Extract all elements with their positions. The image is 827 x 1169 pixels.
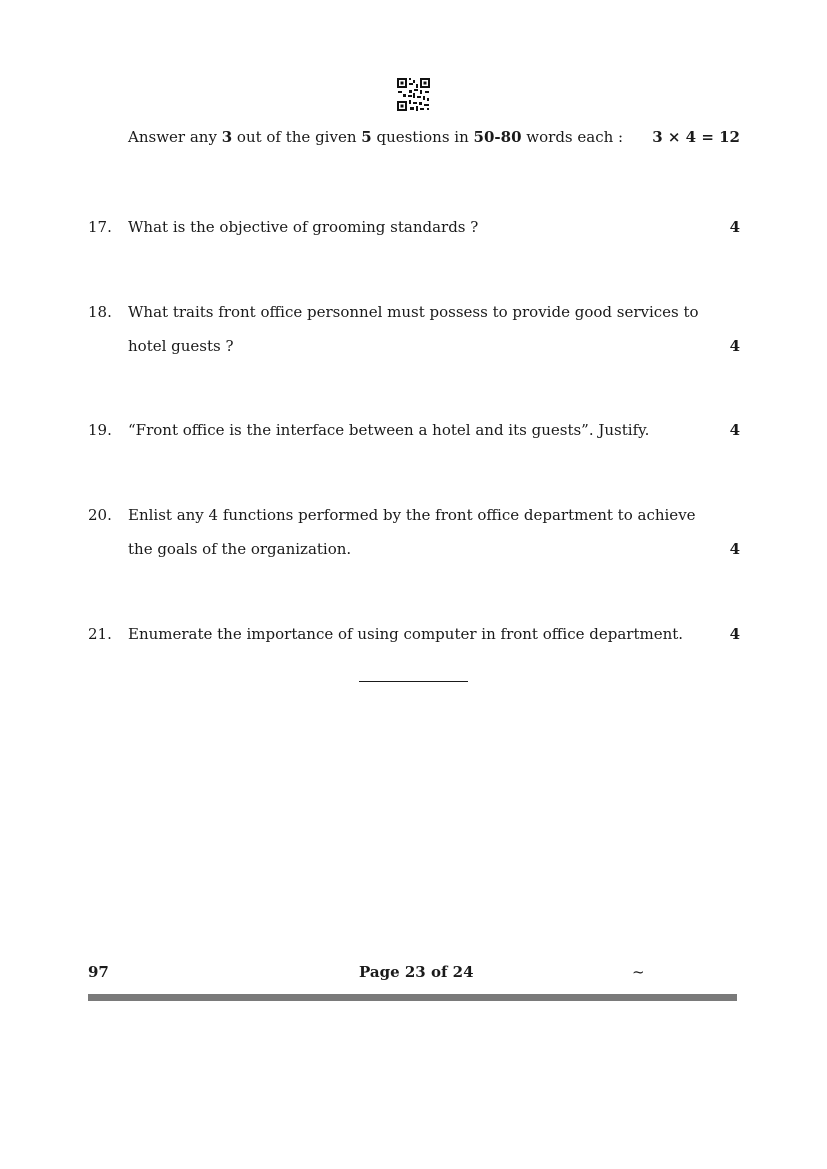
footer-mark: ~ xyxy=(632,963,645,981)
question-text: “Front office is the interface between a hotel and its guests”. Justify. xyxy=(128,421,650,439)
question-text: Enumerate the importance of using computer in front office department. xyxy=(128,625,684,643)
footer-divider xyxy=(88,994,737,1001)
question-marks: 4 xyxy=(729,540,740,558)
question-marks: 4 xyxy=(729,337,740,355)
question-marks: 4 xyxy=(729,218,740,236)
end-of-section-rule xyxy=(359,681,468,682)
question-text: Enlist any 4 functions performed by the front office department to achieve the goals of the organization. xyxy=(128,506,696,558)
question-number: 20. xyxy=(88,506,112,524)
question-marks: 4 xyxy=(729,625,740,643)
instruction-text: Answer any 3 out of the given 5 questions in 50-80 words each : xyxy=(128,128,624,146)
question-marks: 4 xyxy=(729,421,740,439)
page-number: Page 23 of 24 xyxy=(359,963,474,981)
qr-code-icon xyxy=(397,78,430,111)
question-text: What traits front office personnel must possess to provide good services to hotel guests ? xyxy=(128,303,699,355)
question-number: 18. xyxy=(88,303,112,321)
question-number: 19. xyxy=(88,421,112,439)
paper-code: 97 xyxy=(88,963,109,981)
section-instruction xyxy=(128,128,740,148)
section-marks-formula: 3 × 4 = 12 xyxy=(652,128,740,146)
question-number: 17. xyxy=(88,218,112,236)
question-number: 21. xyxy=(88,625,112,643)
question-text: What is the objective of grooming standards ? xyxy=(128,218,479,236)
